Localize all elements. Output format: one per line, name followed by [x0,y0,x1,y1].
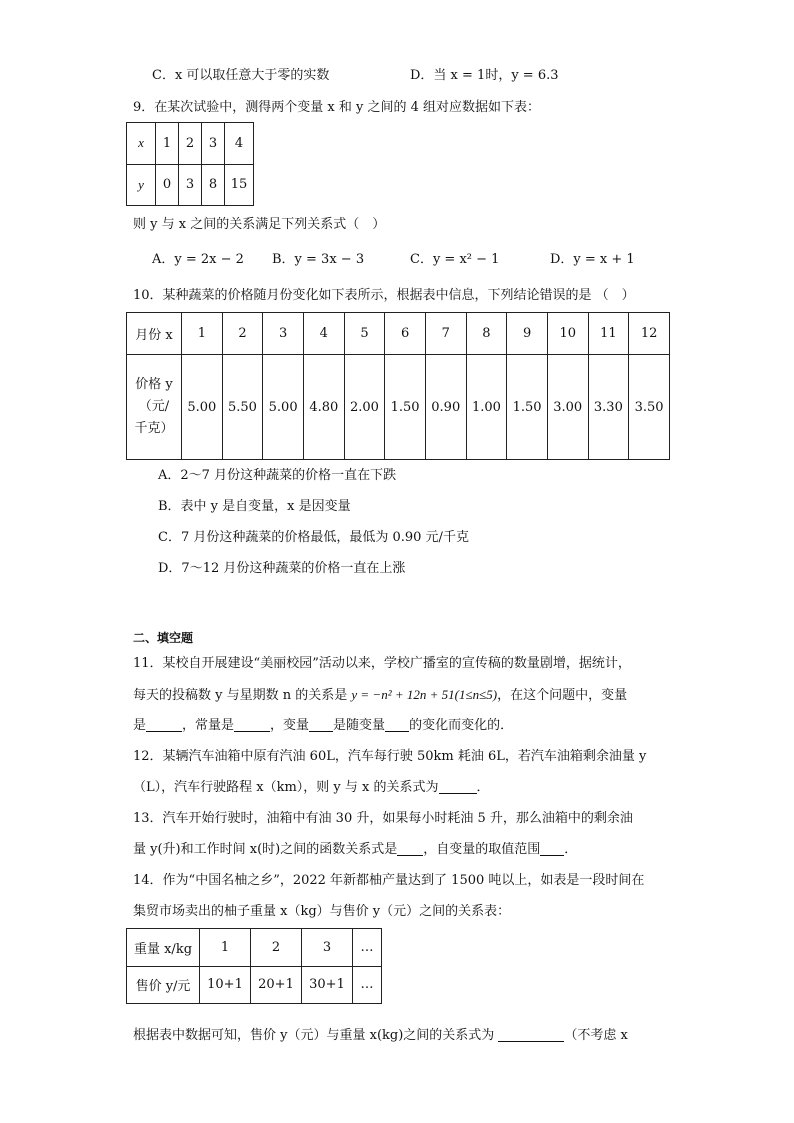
table-cell: 10 [547,313,588,355]
table-cell: 4.80 [303,355,344,460]
table-cell: 8 [202,164,225,206]
table-cell: 3 [302,929,353,967]
table-cell: 15 [225,164,254,206]
table-cell: 0 [156,164,179,206]
table-header-cell: 售价 y/元 [127,966,200,1004]
answer-blank[interactable] [146,717,182,732]
q9-option-b: B．y = 3x − 3 [272,252,365,267]
table-cell: 5.00 [263,355,304,460]
table-cell: 12 [629,313,670,355]
table-cell: 2 [179,123,202,165]
table-row [127,355,670,460]
table-cell: 9 [507,313,548,355]
answer-blank[interactable] [234,717,270,732]
table-cell: 8 [466,313,507,355]
table-cell: y [127,164,156,206]
q11-formula: y = −n² + 12n + 51(1≤n≤5) [351,687,498,702]
table-cell: x [127,123,156,165]
table-cell: 1.00 [466,355,507,460]
table-cell: 6 [385,313,426,355]
q14-text: （不考虑 x [564,1028,628,1043]
q12-text: ． [476,780,490,795]
table-cell: 20+1 [251,966,302,1004]
table-row [127,123,254,165]
q10-option-c: C．7 月份这种蔬菜的价格最低，最低为 0.90 元/千克 [158,530,469,545]
q10-option-a: A．2～7 月份这种蔬菜的价格一直在下跌 [158,468,397,483]
table-cell: 2 [251,929,302,967]
table-cell: 4 [303,313,344,355]
q8-option-d: D．当 x = 1时，y = 6.3 [410,68,559,83]
answer-blank[interactable] [397,841,423,856]
q11-text: 的变化而变化的． [409,718,514,733]
table-header-cell: 月份 x [127,313,182,355]
table-cell: 2 [222,313,263,355]
q13-text: ． [564,842,578,857]
table-cell: 3.50 [629,355,670,460]
q10-table [126,312,670,460]
table-cell: 3.30 [588,355,629,460]
section-title: 二、填空题 [133,631,194,645]
answer-blank[interactable] [498,1027,564,1042]
table-cell: 30+1 [302,966,353,1004]
q11-line2 [133,685,627,706]
q12-text: （L），汽车行驶路程 x（km），则 y 与 x 的关系式为 [133,780,439,795]
table-row [127,164,254,206]
answer-blank[interactable] [385,717,409,732]
table-cell: 5 [344,313,385,355]
table-row [127,966,382,1004]
table-cell: 3.00 [547,355,588,460]
q11-text: 每天的投稿数 y 与星期数 n 的关系是 [133,688,352,703]
table-cell: 1.50 [507,355,548,460]
price-header-line: 价格 y [135,377,173,392]
table-row [127,313,670,355]
q13-line2 [133,840,577,860]
q9-stem: 9．在某次试验中，测得两个变量 x 和 y 之间的 4 组对应数据如下表： [133,100,541,115]
table-cell: 3 [263,313,304,355]
q9-option-d: D．y = x + 1 [550,252,635,267]
q8-option-c: C．x 可以取任意大于零的实数 [152,68,330,83]
q9-option-c: C．y = x² − 1 [410,252,500,267]
q11-text: ，常量是 [182,718,235,733]
answer-blank[interactable] [439,779,477,794]
q13-text: 量 y(升)和工作时间 x(时)之间的函数关系式是 [133,842,398,857]
table-cell: 11 [588,313,629,355]
q11-text: ，变量 [270,718,310,733]
q11-text: 是 [133,718,147,733]
q11-text: 是随变量 [333,718,386,733]
q13-text: ，自变量的取值范围 [423,842,541,857]
q9-option-a: A．y = 2x − 2 [152,252,244,267]
q14-line2: 集贸市场卖出的柚子重量 x（kg）与售价 y（元）之间的关系表： [133,904,511,919]
price-header-line: 千克） [134,421,174,436]
table-cell: 0.90 [425,355,466,460]
q12-line2 [133,778,490,798]
table-cell: 1.50 [385,355,426,460]
q10-option-d: D．7～12 月份这种蔬菜的价格一直在上涨 [158,561,406,576]
q13-line1: 13．汽车开始行驶时，油箱中有油 30 升，如果每小时耗油 5 升，那么油箱中的剩余油 [133,811,633,826]
price-header-line: （元/ [138,399,170,414]
table-cell: 1 [156,123,179,165]
q11-line1: 11．某校自开展建设“美丽校园”活动以来，学校广播室的宣传稿的数量剧增，据统计， [133,656,631,671]
table-cell: 3 [179,164,202,206]
q12-line1: 12．某辆汽车油箱中原有汽油 60L，汽车每行驶 50km 耗油 6L，若汽车油箱剩余油量 y [133,749,647,764]
q10-stem: 10．某种蔬菜的价格随月份变化如下表所示，根据表中信息，下列结论错误的是 （ ） [133,288,635,303]
table-cell: … [353,929,382,967]
q9-question: 则 y 与 x 之间的关系满足下列关系式（ ） [133,217,386,232]
answer-blank[interactable] [309,717,333,732]
table-header-cell: 重量 x/kg [127,929,200,967]
table-cell: 7 [425,313,466,355]
q14-line3 [133,1026,628,1046]
table-cell: 1 [200,929,251,967]
q14-text: 根据表中数据可知，售价 y（元）与重量 x(kg)之间的关系式为 [133,1028,499,1043]
q9-table [126,122,254,206]
table-cell: … [353,966,382,1004]
q14-table [126,928,382,1004]
table-cell: 3 [202,123,225,165]
table-header-cell [127,355,182,460]
table-row [127,929,382,967]
q10-option-b: B．表中 y 是自变量，x 是因变量 [158,499,351,514]
table-cell: 2.00 [344,355,385,460]
answer-blank[interactable] [540,841,564,856]
q11-text: ，在这个问题中，变量 [497,688,628,703]
q14-line1: 14．作为“中国名柚之乡”，2022 年新都柚产量达到了 1500 吨以上，如表是一段时间在 [133,873,645,888]
table-cell: 5.00 [182,355,223,460]
table-cell: 5.50 [222,355,263,460]
table-cell: 1 [182,313,223,355]
q11-line3 [133,716,513,736]
table-cell: 4 [225,123,254,165]
table-cell: 10+1 [200,966,251,1004]
